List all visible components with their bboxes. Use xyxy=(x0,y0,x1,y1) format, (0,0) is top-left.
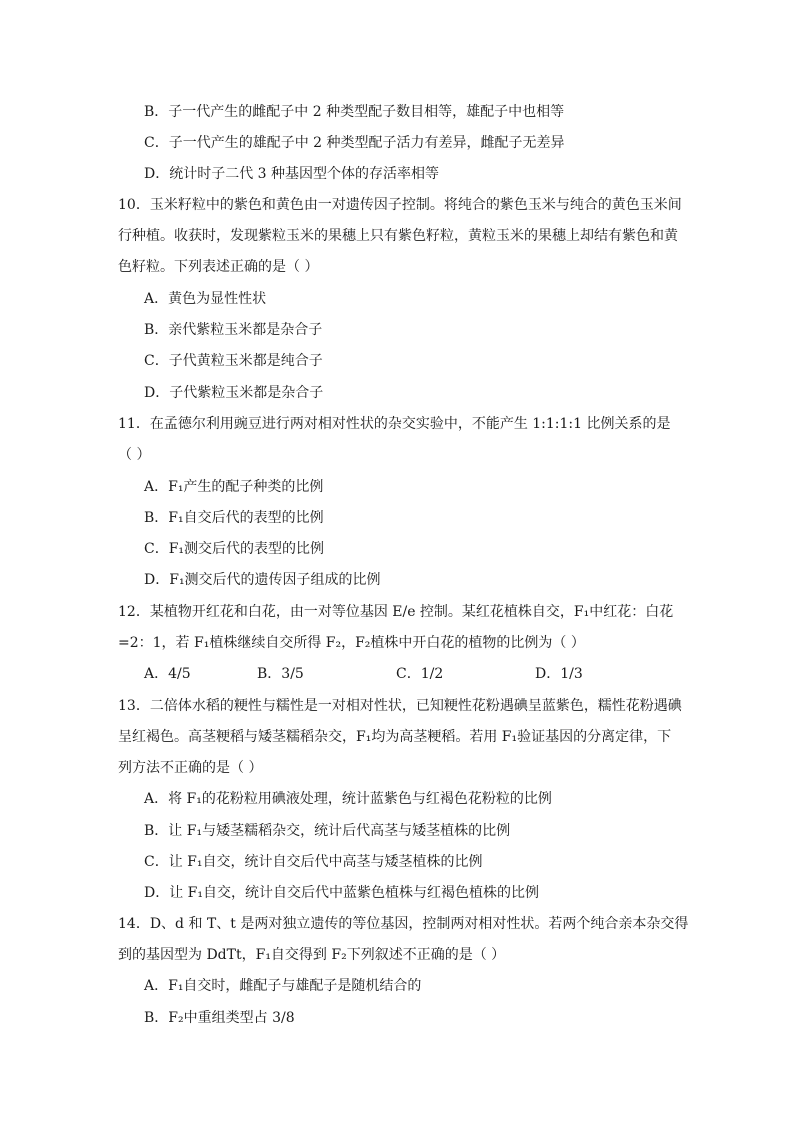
q14-option-a: A．F₁自交时，雌配子与雄配子是随机结合的 xyxy=(144,978,422,994)
q11-stem-line2: （ ） xyxy=(118,447,151,463)
q12-option-b: B．3/5 xyxy=(257,666,304,682)
q9-option-d: D．统计时子二代 3 种基因型个体的存活率相等 xyxy=(144,166,440,182)
q13-stem-line1: 13．二倍体水稻的粳性与糯性是一对相对性状，已知粳性花粉遇碘呈蓝紫色，糯性花粉遇碘 xyxy=(118,698,682,714)
q13-option-a: A．将 F₁的花粉粒用碘液处理，统计蓝紫色与红褐色花粉粒的比例 xyxy=(144,791,552,807)
q13-option-b: B．让 F₁与矮茎糯稻杂交，统计后代高茎与矮茎植株的比例 xyxy=(144,823,511,839)
q14-stem-line2: 到的基因型为 DdTt，F₁自交得到 F₂下列叙述不正确的是（ ） xyxy=(118,947,506,963)
q10-option-b: B．亲代紫粒玉米都是杂合子 xyxy=(144,322,323,338)
q12-stem-line2: =2：1，若 F₁植株继续自交所得 F₂，F₂植株中开白花的植物的比例为（ ） xyxy=(118,635,585,651)
q9-option-b: B．子一代产生的雌配子中 2 种类型配子数目相等，雄配子中也相等 xyxy=(144,104,565,120)
q11-option-a: A．F₁产生的配子种类的比例 xyxy=(144,479,324,495)
q11-option-c: C．F₁测交后代的表型的比例 xyxy=(144,541,325,557)
q12-stem-line1: 12．某植物开红花和白花，由一对等位基因 E/e 控制。某红花植株自交，F₁中红花：白花 xyxy=(118,604,674,620)
q12-option-c: C．1/2 xyxy=(396,666,444,682)
q9-option-c: C．子一代产生的雄配子中 2 种类型配子活力有差异，雌配子无差异 xyxy=(144,135,565,151)
q10-stem-line3: 色籽粒。下列表述正确的是（ ） xyxy=(118,259,319,275)
q13-stem-line2: 呈红褐色。高茎粳稻与矮茎糯稻杂交，F₁均为高茎粳稻。若用 F₁验证基因的分离定律，下 xyxy=(118,729,672,745)
q12-option-d: D．1/3 xyxy=(535,666,583,682)
q10-stem-line2: 行种植。收获时，发现紫粒玉米的果穗上只有紫色籽粒，黄粒玉米的果穗上却结有紫色和黄 xyxy=(118,228,678,244)
q12-option-a: A．4/5 xyxy=(144,666,191,682)
q13-option-c: C．让 F₁自交，统计自交后代中高茎与矮茎植株的比例 xyxy=(144,854,483,870)
q10-option-a: A．黄色为显性性状 xyxy=(144,291,267,307)
q13-stem-line3: 列方法不正确的是（ ） xyxy=(118,760,263,776)
q10-option-c: C．子代黄粒玉米都是纯合子 xyxy=(144,353,323,369)
q13-option-d: D．让 F₁自交，统计自交后代中蓝紫色植株与红褐色植株的比例 xyxy=(144,885,539,901)
q11-option-b: B．F₁自交后代的表型的比例 xyxy=(144,510,324,526)
q14-stem-line1: 14．D、d 和 T、t 是两对独立遗传的等位基因，控制两对相对性状。若两个纯合亲本杂交得 xyxy=(118,916,689,932)
q11-option-d: D．F₁测交后代的遗传因子组成的比例 xyxy=(144,572,381,588)
q14-option-b: B．F₂中重组类型占 3/8 xyxy=(144,1010,295,1026)
q11-stem-line1: 11．在孟德尔利用豌豆进行两对相对性状的杂交实验中，不能产生 1:1:1:1 比例关系的是 xyxy=(118,416,671,432)
q10-stem-line1: 10．玉米籽粒中的紫色和黄色由一对遗传因子控制。将纯合的紫色玉米与纯合的黄色玉米间 xyxy=(118,197,682,213)
q10-option-d: D．子代紫粒玉米都是杂合子 xyxy=(144,385,324,401)
